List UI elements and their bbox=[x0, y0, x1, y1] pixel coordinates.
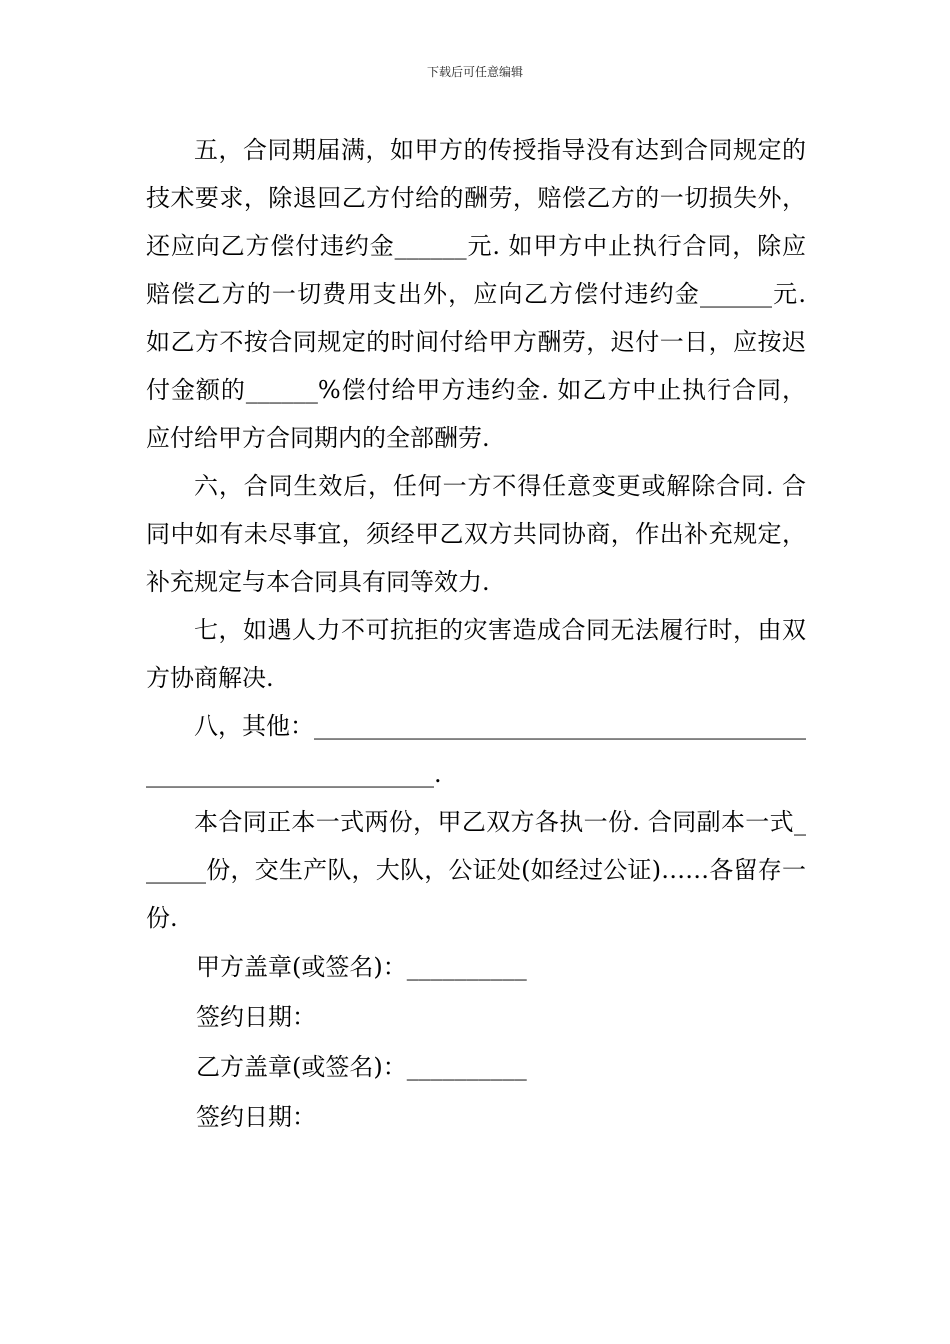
clause-eight: 八，其他：_________________________________________________________________. bbox=[146, 712, 806, 788]
copies-clause: 本合同正本一式两份，甲乙双方各执一份. 合同副本一式______份，交生产队，大队，公证处(如经过公证)……各留存一份. bbox=[146, 808, 806, 932]
contract-body bbox=[146, 126, 806, 1142]
party-b-seal-line: 乙方盖章(或签名)：__________ bbox=[196, 1053, 527, 1081]
clause-six: 六，合同生效后，任何一方不得任意变更或解除合同. 合同中如有未尽事宜，须经甲乙双方共同协商，作出补充规定，补充规定与本合同具有同等效力. bbox=[146, 472, 806, 596]
clause-seven: 七，如遇人力不可抗拒的灾害造成合同无法履行时，由双方协商解决. bbox=[146, 616, 806, 692]
party-a-seal-line: 甲方盖章(或签名)：__________ bbox=[196, 953, 527, 981]
party-b-date-line: 签约日期： bbox=[196, 1103, 316, 1131]
clause-five: 五，合同期届满，如甲方的传授指导没有达到合同规定的技术要求，除退回乙方付给的酬劳，赔偿乙方的一切损失外，还应向乙方偿付违约金______元. 如甲方中止执行合同，除应赔偿乙方的一切费用支出外，应向乙方偿付违约金______元. 如乙方不按合同规定的时间付给甲方酬劳，迟付一日，应按迟付金额的______%偿付给甲方违约金. 如乙方中止执行合同，应付给甲方合同期内的全部酬劳. bbox=[146, 136, 806, 452]
party-a-date-line: 签约日期： bbox=[196, 1003, 316, 1031]
page-header: 下载后可任意编辑 bbox=[426, 65, 523, 79]
